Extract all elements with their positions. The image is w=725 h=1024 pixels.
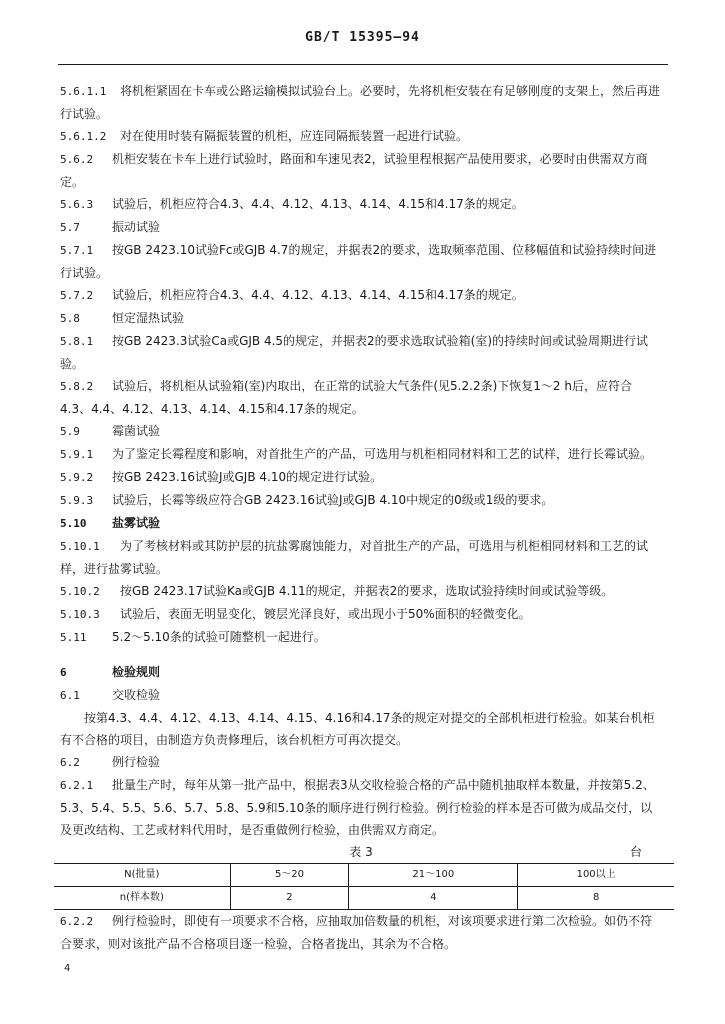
clause-5-8-1 <box>60 330 662 375</box>
table-cell: N(批量) <box>54 864 230 887</box>
clause-number: 5.10.1 <box>60 540 100 553</box>
clause-text: 为了考核材料或其防护层的抗盐雾腐蚀能力，对首批生产的产品，可选用与机柜相同材料和工艺的试样，进行盐雾试验。 <box>60 539 649 576</box>
table-cell: 8 <box>518 887 674 910</box>
table-cell: 100以上 <box>518 864 674 887</box>
table-cell: 2 <box>230 887 349 910</box>
clause-number: 5.9 <box>60 425 80 438</box>
clause-number: 6.2.2 <box>60 915 94 928</box>
clause-text: 按GB 2423.3试验Ca或GJB 4.5的规定，并据表2的要求选取试验箱(室)的持续时间或试验周期进行试验。 <box>60 334 649 371</box>
clause-5-7 <box>60 216 662 239</box>
table-3-caption-row <box>60 841 662 863</box>
clause-number: 5.9.3 <box>60 494 94 507</box>
clause-5-10-2 <box>60 580 662 603</box>
clause-number: 5.7 <box>60 221 80 234</box>
clause-number: 5.6.1.2 <box>60 130 107 143</box>
clause-text: 按GB 2423.10试验Fc或GJB 4.7的规定，并据表2的要求，选取频率范围、位移幅值和试验持续时间进行试验。 <box>60 243 657 280</box>
clause-6-2-title <box>60 751 662 774</box>
clause-text: 对在使用时装有隔振装置的机柜，应连同隔振装置一起进行试验。 <box>120 129 469 143</box>
clause-6-1-text: 按第4.3、4.4、4.12、4.13、4.14、4.15、4.16和4.17条的规定对提交的全部机柜进行检验。如某台机柜有不合格的项目，由制造方负责修理后，该台机柜方可再次提交。 <box>60 711 655 747</box>
clause-6-2-2 <box>60 910 662 955</box>
table-cell: n(样本数) <box>54 887 230 910</box>
standard-code-header: GB/T 15395—94 <box>305 30 420 45</box>
section-number: 6 <box>60 666 67 679</box>
clause-number: 5.7.2 <box>60 289 94 302</box>
clause-title: 恒定湿热试验 <box>112 311 185 325</box>
clause-5-9 <box>60 420 662 443</box>
clause-title: 例行检验 <box>112 755 161 769</box>
clause-number: 6.2.1 <box>60 779 94 792</box>
clause-5-7-1 <box>60 239 662 284</box>
clause-5-8-2 <box>60 375 662 420</box>
clause-number: 5.6.3 <box>60 198 94 211</box>
clause-number: 5.9.2 <box>60 471 94 484</box>
clause-number: 5.6.1.1 <box>60 85 107 98</box>
clause-text: 试验后，机柜应符合4.3、4.4、4.12、4.13、4.14、4.15和4.17条的规定。 <box>112 288 524 302</box>
clause-title: 振动试验 <box>112 220 161 234</box>
section-6-heading <box>60 661 662 684</box>
clause-title: 霉菌试验 <box>112 424 161 438</box>
clause-title: 交收检验 <box>112 688 161 702</box>
clause-number: 5.10.2 <box>60 585 100 598</box>
clause-5-9-2 <box>60 466 662 489</box>
clause-number: 5.8.1 <box>60 335 94 348</box>
clause-number: 5.11 <box>60 631 87 644</box>
clause-text: 例行检验时，即使有一项要求不合格，应抽取加倍数量的机柜，对该项要求进行第二次检验。如仍不符合要求，则对该批产品不合格项目逐一检验，合格者拢出，其余为不合格。 <box>60 914 653 951</box>
clause-number: 6.1 <box>60 689 80 702</box>
clause-text: 为了鉴定长霉程度和影响，对首批生产的产品，可选用与机柜相同材料和工艺的试样，进行长霉试验。 <box>112 447 653 461</box>
clause-number: 5.10.3 <box>60 608 100 621</box>
clause-title: 盐雾试验 <box>112 516 161 530</box>
sampling-table <box>54 863 674 910</box>
clause-number: 5.7.1 <box>60 244 94 257</box>
clause-text: 按GB 2423.16试验J或GJB 4.10的规定进行试验。 <box>112 470 383 484</box>
clause-text: 试验后，机柜应符合4.3、4.4、4.12、4.13、4.14、4.15和4.17条的规定。 <box>112 197 524 211</box>
table-caption: 表 3 <box>349 845 373 859</box>
clause-number: 6.2 <box>60 756 80 769</box>
clause-number: 5.10 <box>60 517 87 530</box>
clause-5-11 <box>60 626 662 649</box>
clause-text: 试验后，表面无明显变化，镀层光泽良好，或出现小于50%面积的轻微变化。 <box>120 607 531 621</box>
body-content <box>60 80 662 955</box>
header-rule <box>58 64 668 65</box>
table-cell: 5～20 <box>230 864 349 887</box>
clause-number: 5.9.1 <box>60 448 94 461</box>
page-number: 4 <box>64 963 71 974</box>
table-cell: 21～100 <box>349 864 518 887</box>
clause-text: 批量生产时，每年从第一批产品中，根据表3从交收检验合格的产品中随机抽取样本数量，并按第5.2、5.3、5.4、5.5、5.6、5.7、5.8、5.9和5.10条的顺序进行例行检验。例行检验的样本是否可做为成品交付，以及更改结构、工艺或材料代用时，是否重做例行检验，由供需双方商定。 <box>60 778 655 837</box>
table-row <box>54 887 674 910</box>
table-unit: 台 <box>629 845 642 859</box>
table-row <box>54 864 674 887</box>
clause-5-10-1 <box>60 535 662 580</box>
clause-text: 5.2～5.10条的试验可随整机一起进行。 <box>112 630 326 644</box>
clause-5-10 <box>60 512 662 535</box>
clause-5-9-1 <box>60 443 662 466</box>
clause-5-6-3 <box>60 193 662 216</box>
clause-text: 机柜安装在卡车上进行试验时，路面和车速见表2，试验里程根据产品使用要求，必要时由供需双方商定。 <box>60 152 648 189</box>
clause-5-6-1-2 <box>60 125 662 148</box>
clause-5-10-3 <box>60 603 662 626</box>
clause-text: 试验后，将机柜从试验箱(室)内取出，在正常的试验大气条件(见5.2.2条)下恢复1～2 h后，应符合4.3、4.4、4.12、4.13、4.14、4.15和4.17条的规定。 <box>60 379 632 416</box>
clause-5-8 <box>60 307 662 330</box>
clause-text: 将机柜紧固在卡车或公路运输模拟试验台上。必要时，先将机柜安装在有足够刚度的支架上，然后再进行试验。 <box>60 84 661 121</box>
clause-5-6-1-1 <box>60 80 662 125</box>
clause-number: 5.8.2 <box>60 380 94 393</box>
table-cell: 4 <box>349 887 518 910</box>
clause-6-2-1 <box>60 774 662 841</box>
clause-5-7-2 <box>60 284 662 307</box>
clause-5-9-3 <box>60 489 662 512</box>
section-title: 检验规则 <box>112 665 161 679</box>
clause-6-1-title <box>60 684 662 707</box>
clause-text: 按GB 2423.17试验Ka或GJB 4.11的规定，并据表2的要求，选取试验持续时间或试验等级。 <box>120 584 614 598</box>
clause-text: 试验后，长霉等级应符合GB 2423.16试验J或GJB 4.10中规定的0级或1级的要求。 <box>112 493 554 507</box>
clause-number: 5.6.2 <box>60 153 94 166</box>
clause-5-6-2 <box>60 148 662 193</box>
clause-number: 5.8 <box>60 312 80 325</box>
